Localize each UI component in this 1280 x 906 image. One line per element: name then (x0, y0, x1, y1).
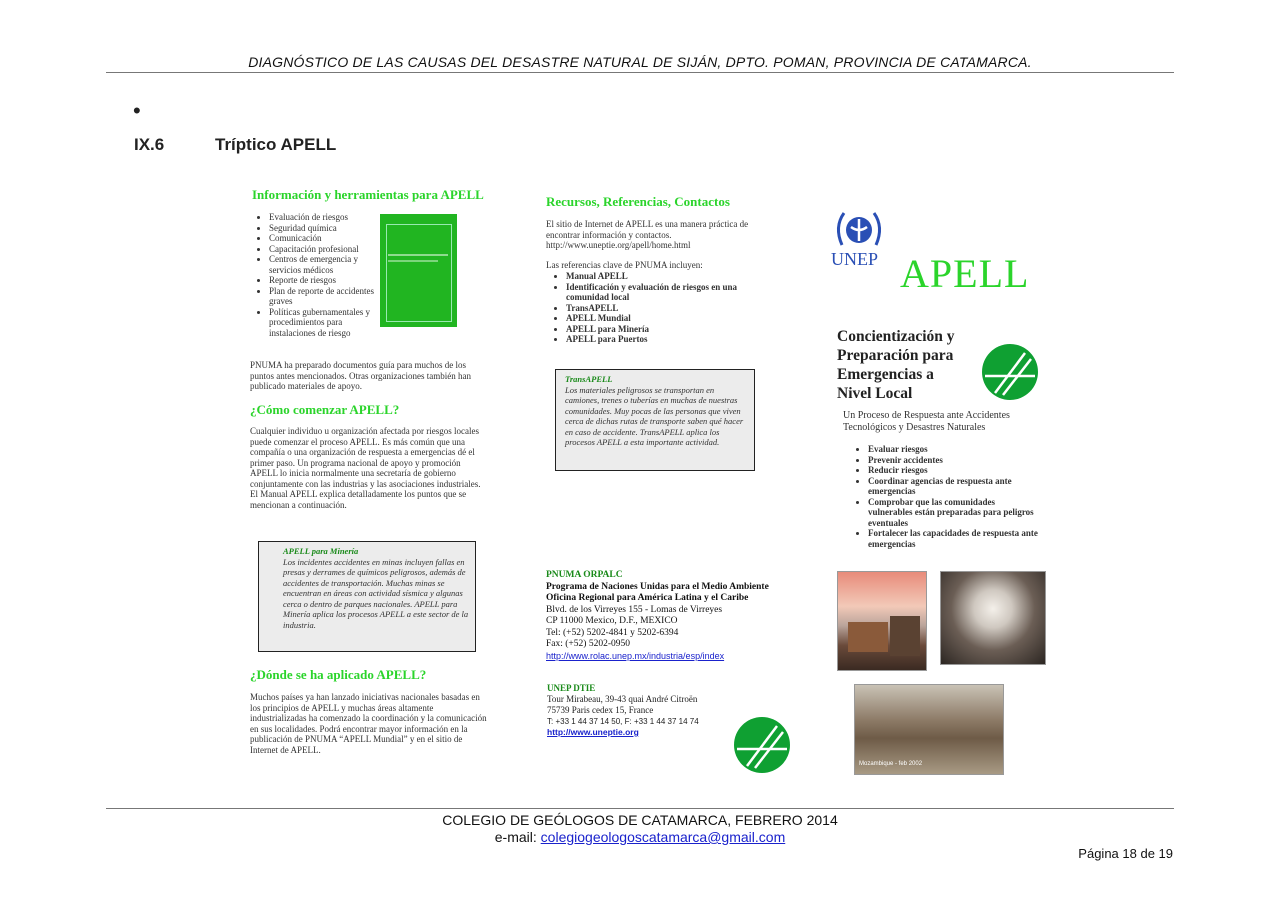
col1-tools-list-item: • Reporte de riesgos (269, 275, 379, 286)
col3-goals-item: • Prevenir accidentes (868, 455, 1040, 466)
dtie-contact (547, 683, 747, 738)
col2-refs-item: • APELL Mundial (566, 313, 768, 324)
col1-para-documents: PNUMA ha preparado documentos guía para muchos de los puntos antes mencionados. Otras organizaciones también han publicado materiales de apoyo. (250, 360, 472, 391)
col1-tools-list-item: • Capacitación profesional (269, 244, 379, 255)
mining-box-text: Los incidentes accidentes en minas incluyen fallas en presas y derrames de químicos peligrosos, además de accidentes de transportación. Muchas minas se encuentran en áreas con actividad sísmica y algunas cerca o dentro de parques nacionales. APELL para Minería aplica los procesos APELL a este sector de la industria. (283, 556, 469, 630)
disaster-photo-sky (837, 571, 927, 671)
col2-para-website: El sitio de Internet de APELL es una manera práctica de encontrar información y contactos. http://www.uneptie.org/apell/home.html (546, 219, 749, 250)
orpalc-line-6: Fax: (+52) 5202-0950 (546, 639, 630, 649)
col3-goals-item: • Coordinar agencias de respuesta ante emergencias (868, 476, 1040, 497)
col1-heading-info: Información y herramientas para APELL (252, 187, 484, 202)
col3-title-line-2: Preparación para (837, 347, 954, 364)
col2-refs-item: • APELL para Puertos (566, 334, 768, 345)
transapell-box-text: Los materiales peligrosos se transportan en camiones, trenes o tuberías en muchas de nuestras comunidades. Muy pocas de las personas que viven cerca de dichas rutas de transporte saben qué hacer en caso de accidente. TransAPELL aplica los procesos APELL a esta importante actividad. (565, 384, 744, 447)
section-number: IX.6 (134, 135, 165, 154)
col3-goals-list (850, 444, 1040, 549)
orpalc-line-1: Programa de Naciones Unidas para el Medio Ambiente (546, 581, 769, 592)
col1-tools-list (251, 212, 379, 338)
orpalc-contact (546, 570, 796, 662)
unep-emblem-icon (832, 205, 886, 253)
col2-refs-item: • APELL para Minería (566, 324, 768, 335)
orpalc-line-5: Tel: (+52) 5202-4841 y 5202-6394 (546, 627, 679, 638)
col1-tools-list-item: • Seguridad química (269, 223, 379, 234)
footer-email-line (106, 829, 1174, 845)
col1-tools-list-item: • Políticas gubernamentales y procedimientos para instalaciones de riesgo (269, 307, 379, 339)
col3-goals-item: • Fortalecer las capacidades de respuesta ante emergencias (868, 528, 1040, 549)
dtie-line-2: 75739 Paris cedex 15, France (547, 705, 654, 715)
mining-box-title: APELL para Minería (283, 546, 359, 556)
flood-photo-caption: Mozambique - feb 2002 (859, 761, 923, 767)
footer-email-label: e-mail: (494, 829, 541, 845)
transapell-box-title: TransAPELL (565, 374, 613, 384)
dtie-title: UNEP DTIE (547, 683, 596, 693)
col1-tools-list-item: • Centros de emergencia y servicios médicos (269, 254, 379, 275)
orpalc-line-2: Oficina Regional para América Latina y el Caribe (546, 593, 749, 603)
apell-title: APELL (900, 251, 1030, 296)
disaster-photo-flood (854, 684, 1004, 775)
orpalc-line-4: CP 11000 Mexico, D.F., MEXICO (546, 616, 678, 626)
orpalc-link[interactable]: http://www.rolac.unep.mx/industria/esp/index (546, 650, 725, 661)
col2-refs-intro: Las referencias clave de PNUMA incluyen: (546, 260, 703, 270)
unep-label: UNEP (831, 249, 879, 269)
footer-rule (106, 808, 1174, 809)
mining-box (258, 541, 476, 652)
col3-goals-item: • Comprobar que las comunidades vulnerables están preparadas para peligros eventuales (868, 497, 1040, 529)
transapell-box (555, 369, 755, 471)
disaster-photo-tunnel (940, 571, 1046, 665)
col1-tools-list-item: • Comunicación (269, 233, 379, 244)
col1-heading-where: ¿Dónde se ha aplicado APELL? (250, 667, 427, 682)
document-header: DIAGNÓSTICO DE LAS CAUSAS DEL DESASTRE NATURAL DE SIJÁN, DPTO. POMAN, PROVINCIA DE CATAMARCA. (248, 54, 1032, 70)
dtie-link[interactable]: http://www.uneptie.org (547, 727, 639, 737)
apell-logo-icon-large (981, 343, 1039, 401)
col2-refs-item: • Identificación y evaluación de riesgos en una comunidad local (566, 282, 768, 303)
orpalc-line-3: Blvd. de los Virreyes 155 - Lomas de Virreyes (546, 604, 723, 615)
dtie-line-1: Tour Mirabeau, 39-43 quai André Citroën (547, 694, 698, 704)
empty-bullet: • (133, 98, 141, 123)
col2-refs-item: • Manual APELL (566, 271, 768, 282)
col3-title-line-4: Nivel Local (837, 385, 913, 402)
col1-tools-list-item: • Evaluación de riesgos (269, 212, 379, 223)
col1-tools-list-item: • Plan de reporte de accidentes graves (269, 286, 379, 307)
apell-logo-icon-small (733, 716, 791, 774)
col2-refs-list (548, 271, 768, 345)
apell-manual-cover-image (380, 214, 457, 327)
col1-para-where: Muchos países ya han lanzado iniciativas nacionales basadas en los principios de APELL y muchas áreas altamente industrializadas ha comenzado la coordinación y la comunicación en sus localidades. Podrá encontrar mayor información en la publicación de PNUMA “APELL Mundial” y en el sitio de Internet de APELL. (250, 692, 487, 755)
section-title: Tríptico APELL (215, 135, 337, 154)
col3-goals-item: • Evaluar riesgos (868, 444, 1040, 455)
col1-heading-start: ¿Cómo comenzar APELL? (250, 402, 400, 417)
col3-subtitle: Un Proceso de Respuesta ante Accidentes Tecnológicos y Desastres Naturales (843, 410, 1010, 433)
col3-goals-item: • Reducir riesgos (868, 465, 1040, 476)
footer-institution: COLEGIO DE GEÓLOGOS DE CATAMARCA, FEBRERO 2014 (442, 812, 838, 828)
col2-heading-resources: Recursos, Referencias, Contactos (546, 194, 730, 209)
dtie-line-3: T: +33 1 44 37 14 50, F: +33 1 44 37 14 74 (547, 717, 699, 726)
col2-refs-item: • TransAPELL (566, 303, 768, 314)
col3-title-line-1: Concientización y (837, 328, 955, 345)
orpalc-title: PNUMA ORPALC (546, 570, 623, 580)
footer-email-link[interactable]: colegiogeologoscatamarca@gmail.com (540, 829, 786, 845)
col3-title-line-3: Emergencias a (837, 366, 934, 383)
col1-para-start: Cualquier individuo u organización afectada por riesgos locales puede comenzar el proceso APELL. Es más común que una compañía o una organización de respuesta a emergencias dé el primer paso. Un programa nacional de apoyo y promoción APELL lo inicia normalmente una secretaría de gobierno conjuntamente con las industrias y las asociaciones industriales. El Manual APELL explica detalladamente los puntos que se mencionan a continuación. (250, 426, 481, 510)
header-rule (106, 72, 1174, 73)
page-number: Página 18 de 19 (1078, 846, 1173, 861)
